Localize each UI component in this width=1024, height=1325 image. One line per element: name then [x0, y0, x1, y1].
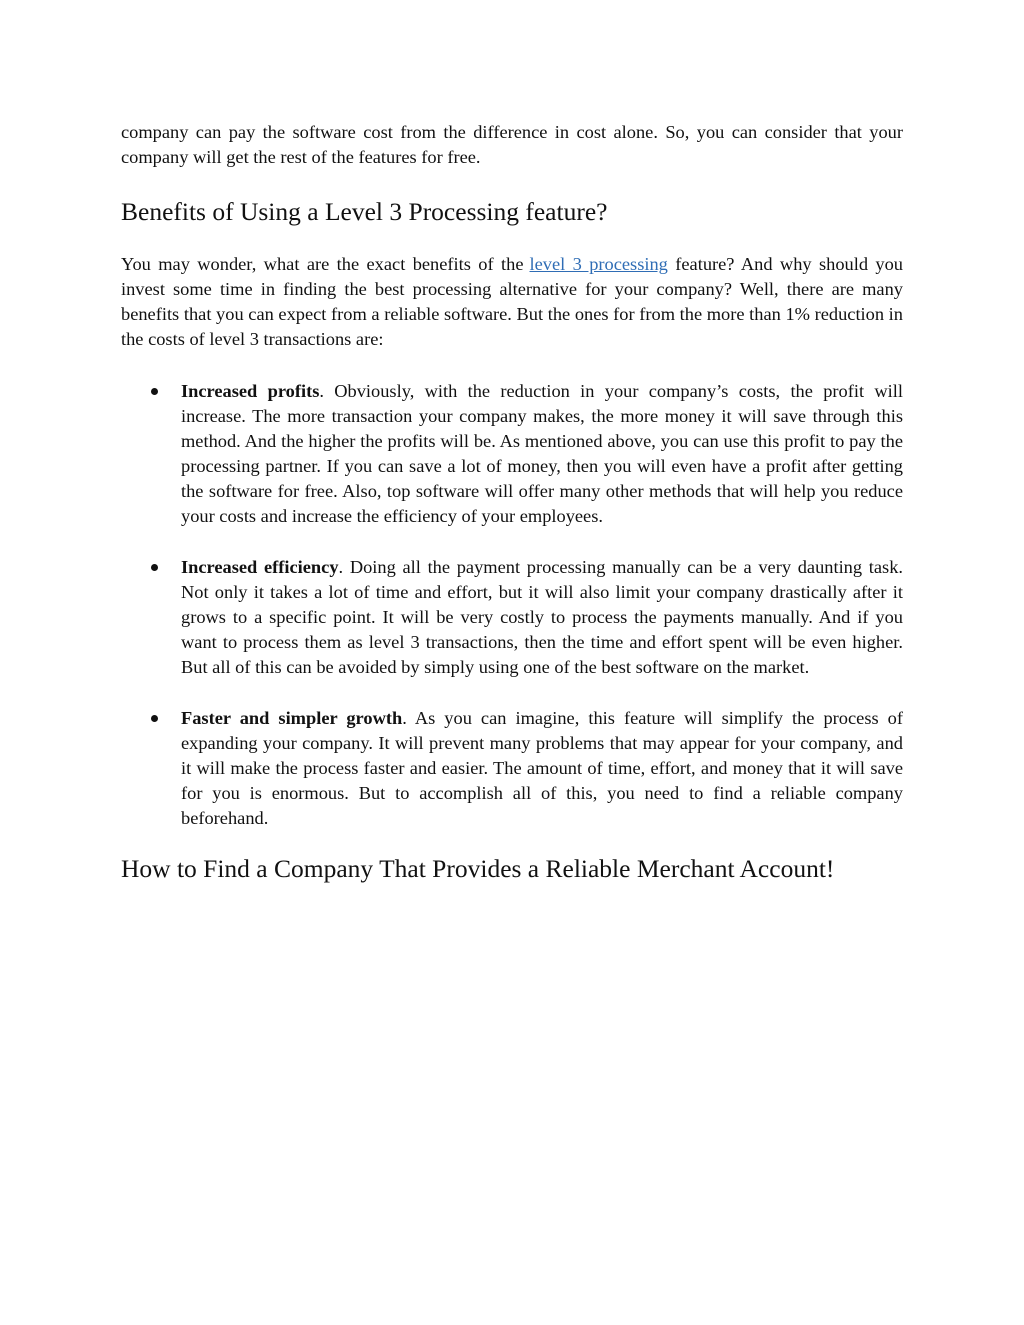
- list-item-faster-growth: [121, 706, 903, 831]
- benefits-list: [121, 379, 903, 831]
- bullet-text: . As you can imagine, this feature will simplify the process of expanding your company. It will prevent many problems that may appear for your company, and it will make the process faster and easier. The amount of time, effort, and money that it will save for you is enormous. But to accomplish all of this, you need to find a reliable company beforehand.: [181, 708, 903, 828]
- bullet-text: . Doing all the payment processing manually can be a very daunting task. Not only it takes a lot of time and effort, but it will also limit your company drastically after it grows to a specific point. It will be very costly to process the payments manually. And if you want to process them as level 3 transactions, then the time and effort spent will be even higher. But all of this can be avoided by simply using one of the best software on the market.: [181, 557, 903, 677]
- bullet-paragraph: [181, 706, 903, 831]
- list-item-increased-efficiency: [121, 555, 903, 680]
- list-item-increased-profits: [121, 379, 903, 529]
- bullet-dot-icon: [151, 715, 158, 722]
- bullet-dot-icon: [151, 388, 158, 395]
- heading-benefits: Benefits of Using a Level 3 Processing feature?: [121, 197, 608, 226]
- bullet-title: Increased profits: [181, 381, 320, 401]
- document-page: [121, 120, 903, 885]
- bullet-title: Increased efficiency: [181, 557, 339, 577]
- bullet-text: . Obviously, with the reduction in your company’s costs, the profit will increase. The more transaction your company makes, the more money it will save through this method. And the higher the profits will be. As mentioned above, you can use this profit to pay the processing partner. If you can save a lot of money, then you will even have a profit after getting the software for free. Also, top software will offer many other methods that will help you reduce your costs and increase the efficiency of your employees.: [181, 381, 903, 526]
- intro-before-link: You may wonder, what are the exact benefits of the: [121, 254, 524, 274]
- bullet-paragraph: [181, 555, 903, 680]
- bullet-dot-icon: [151, 564, 158, 571]
- heading-find-company: How to Find a Company That Provides a Reliable Merchant Account!: [121, 854, 835, 883]
- bullet-paragraph: [181, 379, 903, 529]
- top-paragraph: company can pay the software cost from the difference in cost alone. So, you can consider that your company will get the rest of the features for free.: [121, 122, 903, 167]
- level-3-processing-link[interactable]: level 3 processing: [529, 254, 668, 274]
- bullet-title: Faster and simpler growth: [181, 708, 403, 728]
- intro-paragraph: [121, 252, 903, 352]
- intro-after-link: feature? And why should you invest some time in finding the best processing alternative for your company? Well, there are many benefits that you can expect from a reliable software. But the ones for from the more than 1% reduction in the costs of level 3 transactions are:: [121, 254, 903, 349]
